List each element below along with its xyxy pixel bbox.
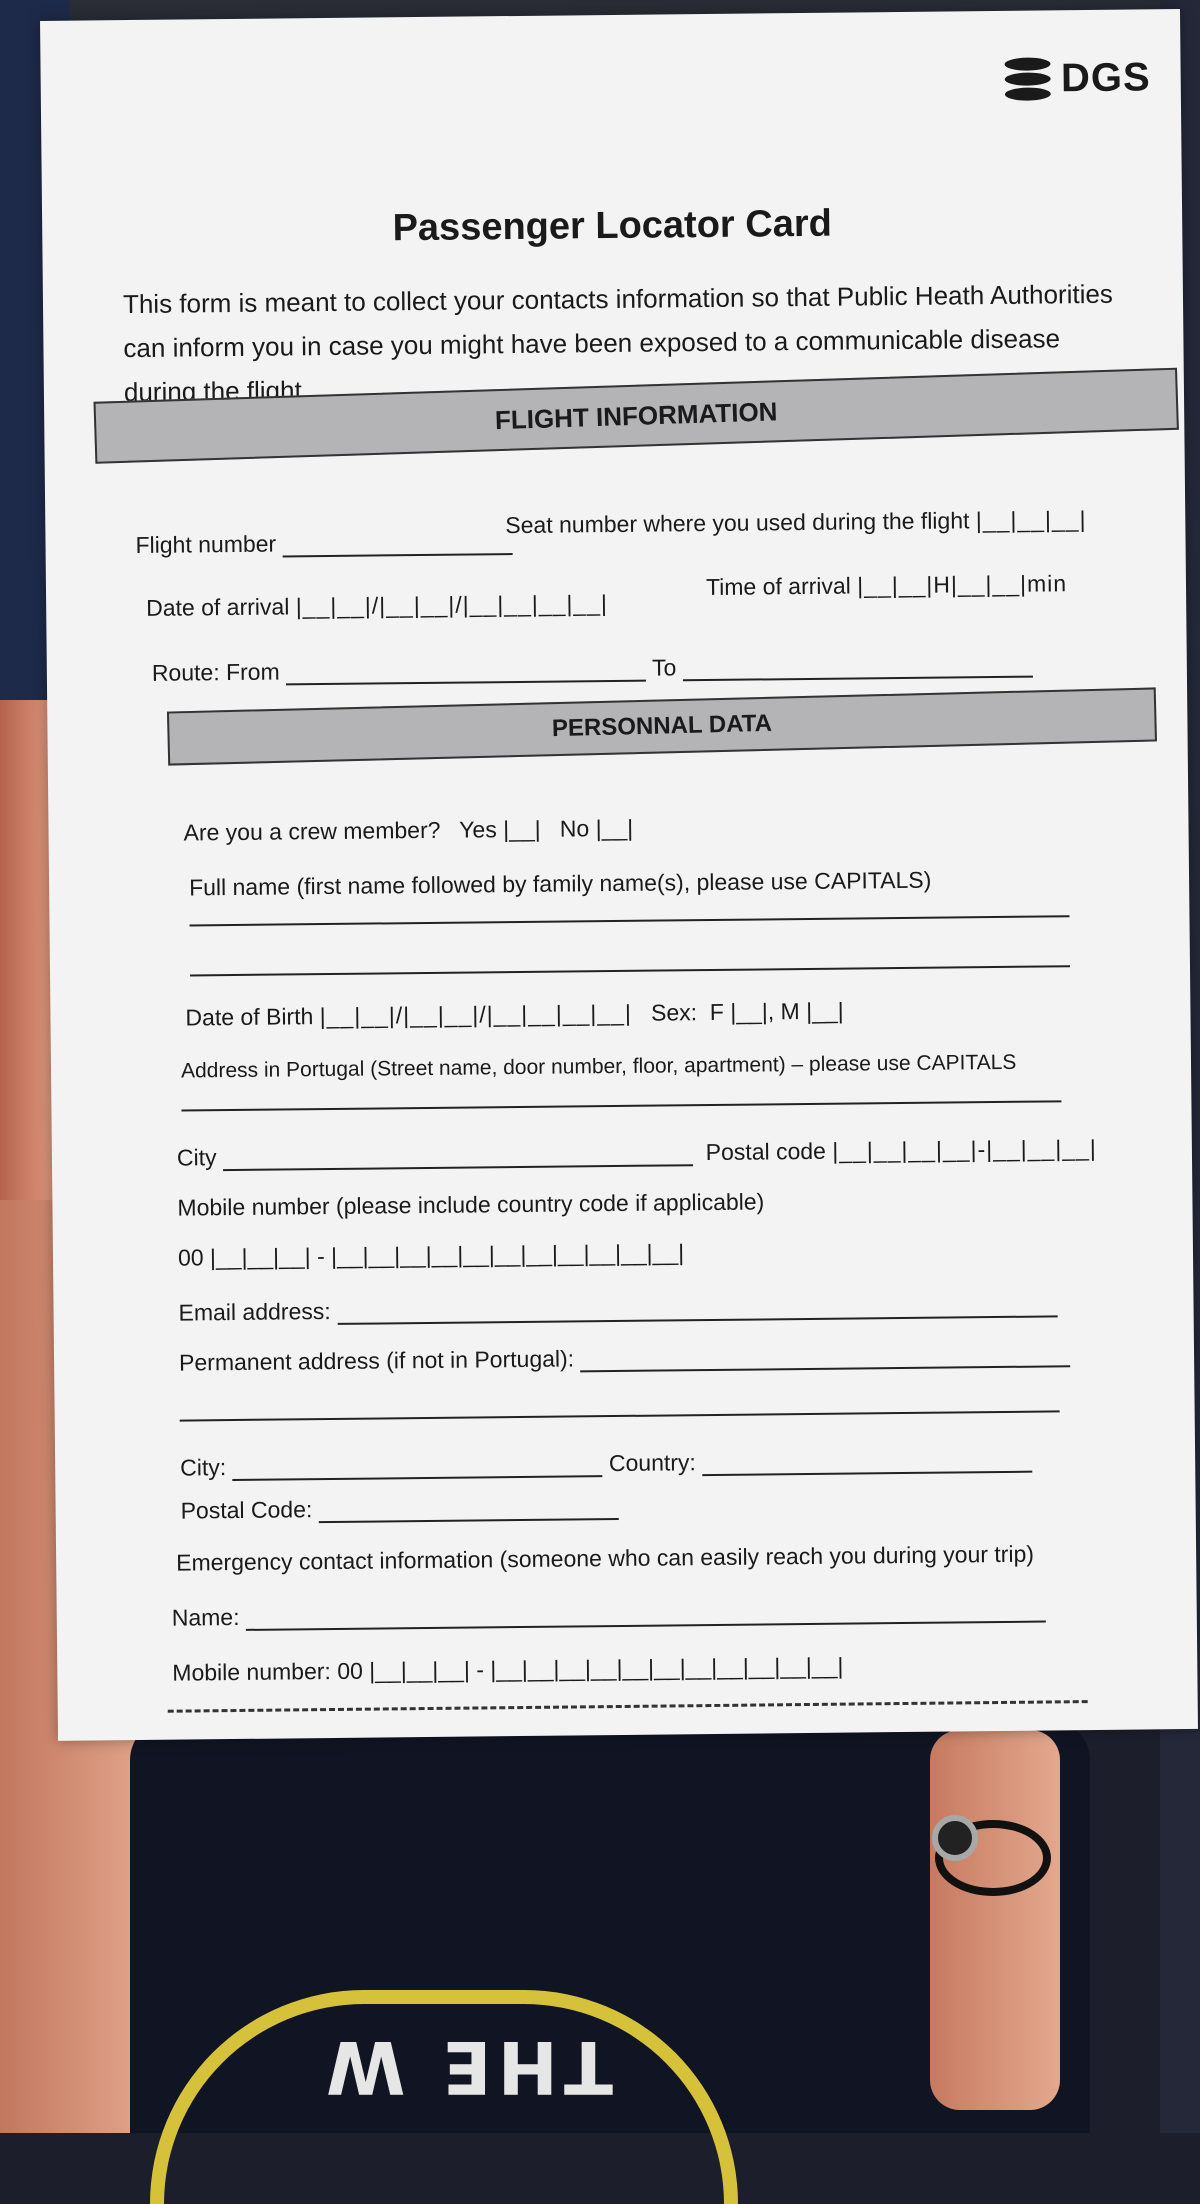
dob-sex-row <box>185 998 843 1032</box>
flight-number-label: Flight number <box>135 530 277 558</box>
city-postal-row <box>177 1135 1097 1172</box>
seat-row <box>505 506 1086 539</box>
mobile-label: Mobile number (please include country code if applicable) <box>177 1188 765 1221</box>
city2-field[interactable] <box>232 1451 602 1481</box>
crew-label: Are you a crew member? <box>183 816 441 846</box>
personal-section-header: PERSONNAL DATA <box>167 687 1157 765</box>
crew-no-option[interactable]: No |__| <box>559 814 634 842</box>
dob-field[interactable]: |__|__|/|__|__|/|__|__|__|__| <box>319 999 632 1030</box>
seat-label: Seat number where you used during the flight <box>505 507 970 539</box>
city2-row <box>180 1446 1032 1482</box>
time-arrival-field[interactable]: |__|__|H|__|__|min <box>857 570 1068 599</box>
postal2-label: Postal Code: <box>180 1496 313 1524</box>
email-label: Email address: <box>178 1297 331 1326</box>
dgs-logo-icon <box>1005 55 1051 101</box>
address-pt-label: Address in Portugal (Street name, door number, floor, apartment) – please use CAPITALS <box>180 1050 1017 1083</box>
flight-number-field[interactable] <box>282 529 512 557</box>
seat-field[interactable]: |__|__|__| <box>975 506 1087 534</box>
email-field[interactable] <box>337 1291 1057 1325</box>
address-pt-line[interactable] <box>181 1100 1061 1111</box>
intro-text: This form is meant to collect your contacts information so that Public Heath Authorities can inform you in case you might have been exposed to a communicable disease during the flight. <box>122 278 1114 408</box>
shirt-print-text: THE W <box>320 2025 614 2109</box>
postal-code-label: Postal code <box>705 1137 827 1166</box>
sex-label: Sex: <box>650 999 698 1026</box>
route-from-field[interactable] <box>286 656 646 686</box>
postal-code-field[interactable]: |__|__|__|__|-|__|__|__| <box>832 1134 1097 1164</box>
time-arrival-label: Time of arrival <box>705 572 851 601</box>
permanent-field[interactable] <box>580 1341 1070 1372</box>
dgs-logo <box>1005 54 1151 102</box>
locator-card-paper <box>40 9 1198 1741</box>
date-arrival-field[interactable]: |__|__|/|__|__|/|__|__|__|__| <box>295 590 609 620</box>
permanent-row <box>179 1340 1071 1376</box>
route-to-field[interactable] <box>683 652 1033 682</box>
permanent-line-2[interactable] <box>180 1410 1060 1421</box>
time-arrival-row <box>706 570 1067 601</box>
dgs-logo-text: DGS <box>1060 54 1151 100</box>
dob-label: Date of Birth <box>185 1003 314 1031</box>
full-name-line-2[interactable] <box>190 965 1070 976</box>
mobile-field[interactable]: 00 |__|__|__| - |__|__|__|__|__|__|__|__|__|__|__| <box>177 1239 685 1271</box>
country-label: Country: <box>608 1449 697 1477</box>
emergency-label: Emergency contact information (someone who can easily reach you during your trip) <box>176 1540 1035 1576</box>
country-field[interactable] <box>702 1447 1032 1476</box>
page-title: Passenger Locator Card <box>392 202 833 250</box>
crew-row <box>183 815 633 847</box>
emergency-mobile-field[interactable]: Mobile number: 00 |__|__|__| - |__|__|__|__|__|__|__|__|__|__|__| <box>172 1652 844 1686</box>
postal2-field[interactable] <box>319 1494 619 1523</box>
emergency-name-label: Name: <box>171 1603 240 1631</box>
sex-field[interactable]: F |__|, M |__| <box>709 997 844 1026</box>
city-label: City <box>176 1144 217 1171</box>
route-row <box>152 651 1033 687</box>
permanent-label: Permanent address (if not in Portugal): <box>178 1345 575 1376</box>
postal2-row <box>181 1493 619 1525</box>
city2-label: City: <box>180 1454 227 1481</box>
emergency-name-field[interactable] <box>246 1597 1046 1631</box>
full-name-line-1[interactable] <box>190 915 1070 926</box>
full-name-label: Full name (first name followed by family name(s), please use CAPITALS) <box>188 866 932 901</box>
email-row <box>178 1290 1057 1326</box>
route-from-label: Route: From <box>151 658 280 686</box>
drawstring-grommet <box>932 1815 978 1861</box>
crew-yes-option[interactable]: Yes |__| <box>459 815 541 843</box>
dashed-line <box>168 1700 1088 1713</box>
date-arrival-row <box>146 590 608 622</box>
emergency-name-row <box>172 1596 1046 1632</box>
flight-section-header: FLIGHT INFORMATION <box>93 368 1178 464</box>
flight-number-row <box>135 528 512 559</box>
city-field[interactable] <box>223 1140 693 1171</box>
route-to-label: To <box>651 654 677 681</box>
right-hand <box>930 1730 1060 2110</box>
date-arrival-label: Date of arrival <box>146 593 290 621</box>
